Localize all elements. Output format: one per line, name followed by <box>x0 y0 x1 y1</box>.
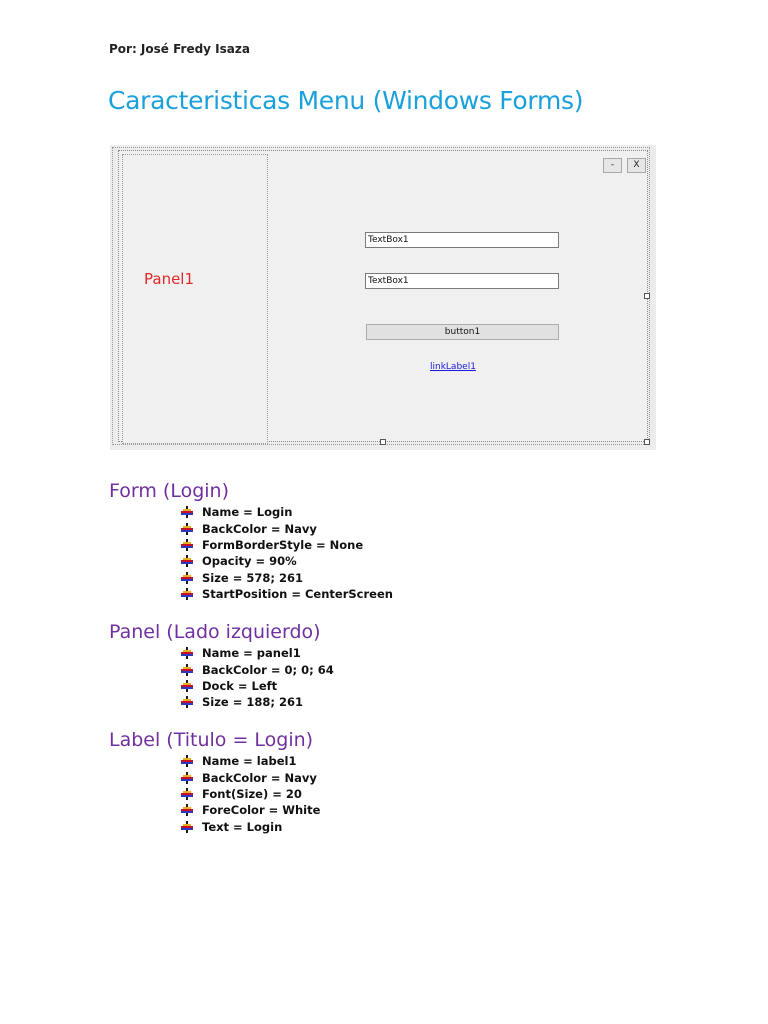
resize-handle-bottom[interactable] <box>380 439 386 445</box>
list-item-text: Opacity = 90% <box>202 554 297 569</box>
list-item <box>180 694 334 710</box>
panel1-label: Panel1 <box>144 270 195 288</box>
list-item <box>180 753 320 769</box>
list-item-text: Name = Login <box>202 505 293 520</box>
bullet-icon <box>180 523 194 535</box>
list-item <box>180 678 334 694</box>
textbox-2[interactable]: TextBox1 <box>365 273 559 289</box>
minimize-button[interactable]: - <box>603 158 622 173</box>
section-title: Form (Login) <box>109 480 229 502</box>
textbox-1[interactable]: TextBox1 <box>365 232 559 248</box>
section-title: Label (Titulo = Login) <box>109 729 314 751</box>
bullet-icon <box>180 772 194 784</box>
form-designer-screenshot <box>110 145 656 450</box>
list-item <box>180 553 393 569</box>
bullet-icon <box>180 788 194 800</box>
list-item-text: Dock = Left <box>202 678 278 693</box>
property-list <box>180 753 320 835</box>
bullet-icon <box>180 647 194 659</box>
list-item <box>180 661 334 677</box>
list-item-text: ForeColor = White <box>202 803 321 818</box>
list-item <box>180 570 393 586</box>
property-list <box>180 504 393 602</box>
list-item-text: StartPosition = CenterScreen <box>202 587 393 602</box>
bullet-icon <box>180 555 194 567</box>
bullet-icon <box>180 664 194 676</box>
bullet-icon <box>180 696 194 708</box>
list-item-text: BackColor = 0; 0; 64 <box>202 662 334 677</box>
list-item-text: BackColor = Navy <box>202 521 317 536</box>
bullet-icon <box>180 755 194 767</box>
list-item <box>180 645 334 661</box>
list-item <box>180 504 393 520</box>
list-item-text: Font(Size) = 20 <box>202 786 302 801</box>
panel1 <box>122 154 268 444</box>
resize-handle-corner[interactable] <box>644 439 650 445</box>
close-button[interactable]: X <box>627 158 646 173</box>
list-item-text: Name = panel1 <box>202 646 301 661</box>
bullet-icon <box>180 804 194 816</box>
list-item-text: Name = label1 <box>202 754 297 769</box>
list-item-text: Size = 578; 261 <box>202 570 303 585</box>
property-list <box>180 645 334 711</box>
list-item <box>180 802 320 818</box>
bullet-icon <box>180 821 194 833</box>
bullet-icon <box>180 539 194 551</box>
section-title: Panel (Lado izquierdo) <box>109 621 321 643</box>
bullet-icon <box>180 680 194 692</box>
resize-handle-right[interactable] <box>644 293 650 299</box>
list-item <box>180 786 320 802</box>
list-item <box>180 769 320 785</box>
list-item <box>180 586 393 602</box>
bullet-icon <box>180 572 194 584</box>
author-line: Por: José Fredy Isaza <box>109 42 250 56</box>
bullet-icon <box>180 588 194 600</box>
list-item-text: Size = 188; 261 <box>202 695 303 710</box>
list-item-text: Text = Login <box>202 819 283 834</box>
list-item <box>180 520 393 536</box>
list-item-text: FormBorderStyle = None <box>202 537 364 552</box>
bullet-icon <box>180 506 194 518</box>
list-item-text: BackColor = Navy <box>202 770 317 785</box>
form-surface <box>118 150 648 442</box>
list-item <box>180 819 320 835</box>
button1[interactable]: button1 <box>366 324 559 340</box>
link-label[interactable]: linkLabel1 <box>430 362 476 372</box>
document-title: Caracteristicas Menu (Windows Forms) <box>108 86 584 115</box>
list-item <box>180 537 393 553</box>
